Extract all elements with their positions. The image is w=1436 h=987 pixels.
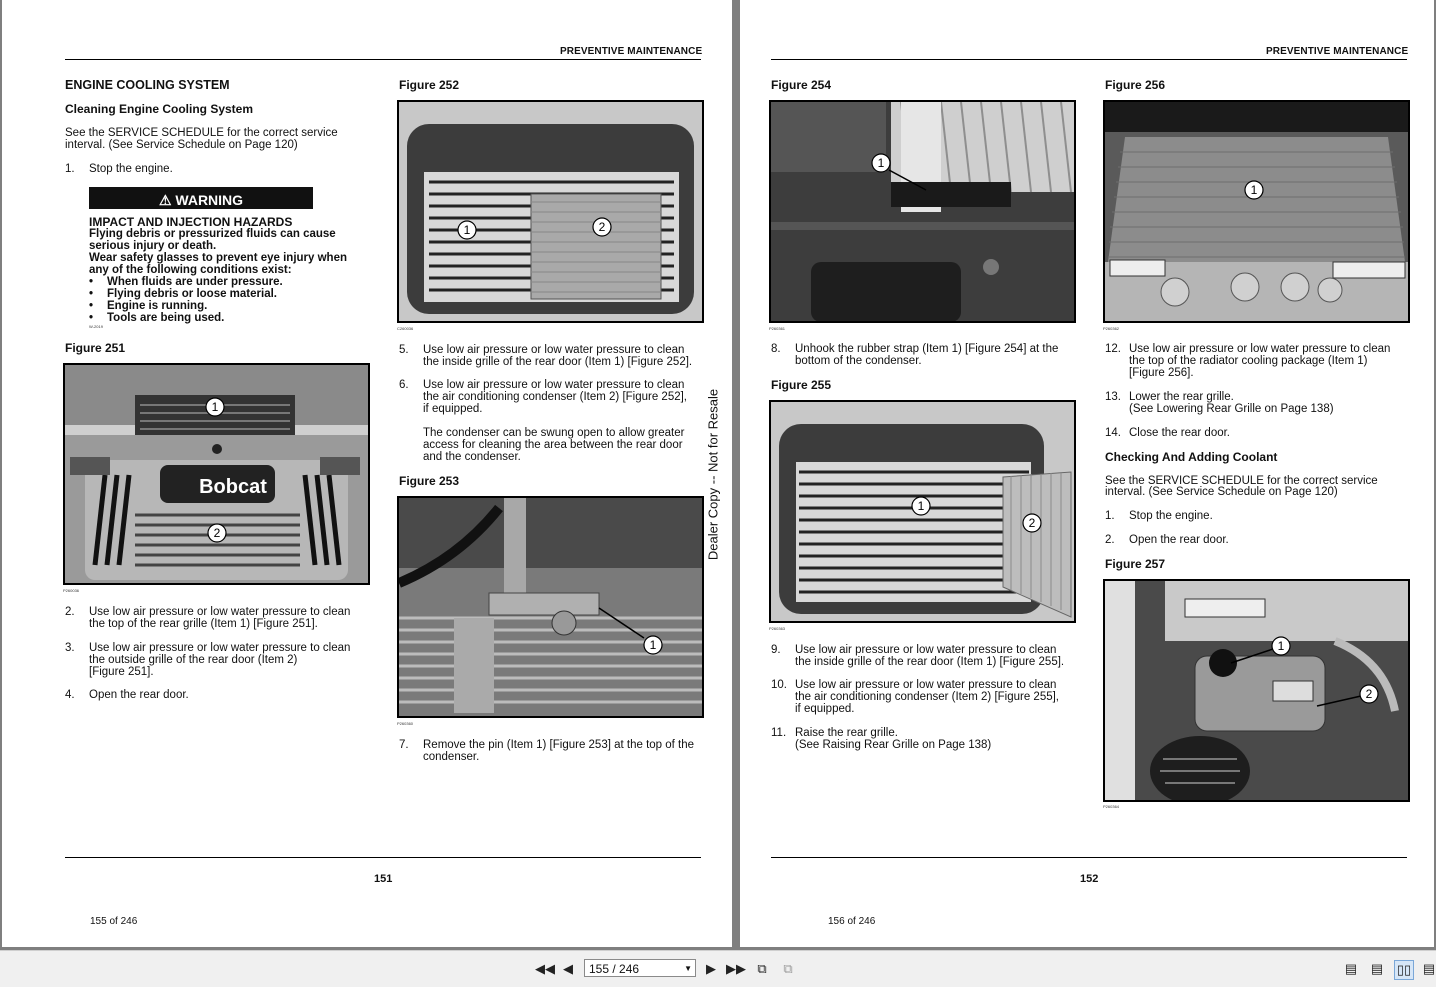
intro-line: See the SERVICE SCHEDULE for the correct service xyxy=(1105,475,1378,487)
dealer-copy-watermark: Dealer Copy -- Not for Resale xyxy=(705,388,721,561)
step-number: 10. xyxy=(771,679,787,691)
step-text: (See Lowering Rear Grille on Page 138) xyxy=(1129,403,1334,415)
header-rule xyxy=(65,59,701,60)
step-text: [Figure 251]. xyxy=(89,666,154,678)
step-text: (See Raising Rear Grille on Page 138) xyxy=(795,739,992,751)
callout-2: 2 xyxy=(598,220,606,234)
callout-2: 2 xyxy=(1365,687,1373,701)
callout-2: 2 xyxy=(1028,516,1036,530)
step-text: [Figure 256]. xyxy=(1129,367,1194,379)
intro-line: interval. (See Service Schedule on Page 120) xyxy=(65,139,298,151)
warning-line: Flying debris or pressurized fluids can cause xyxy=(89,228,336,240)
step-text: Use low air pressure or low water pressure to clean xyxy=(795,644,1057,656)
bobcat-logo-text: Bobcat xyxy=(199,476,267,498)
two-page-continuous-view-icon[interactable]: ▤ xyxy=(1422,961,1436,976)
step-text: the inside grille of the rear door (Item 1) [Figure 255]. xyxy=(795,656,1065,668)
viewer-toolbar xyxy=(0,950,1436,987)
page-number-value: 155 / 246 xyxy=(589,962,640,976)
section-title: ENGINE COOLING SYSTEM xyxy=(65,78,230,92)
last-page-icon[interactable]: ▶▶ xyxy=(726,961,746,976)
step-number: 8. xyxy=(771,343,781,355)
callout-1: 1 xyxy=(463,223,471,237)
two-page-view-icon[interactable]: ▯▯ xyxy=(1394,960,1414,980)
footer-rule xyxy=(65,857,701,858)
step-text: condenser. xyxy=(423,751,480,763)
previous-page-icon[interactable]: ◀ xyxy=(563,961,573,976)
step-text: Remove the pin (Item 1) [Figure 253] at the top of the xyxy=(423,739,695,751)
step-text: Open the rear door. xyxy=(89,689,189,701)
coolant-section-title: Checking And Adding Coolant xyxy=(1105,450,1278,464)
warning-bullet: • Tools are being used. xyxy=(89,312,225,324)
step-text: the inside grille of the rear door (Item 1) [Figure 252]. xyxy=(423,356,693,368)
header-rule xyxy=(771,59,1407,60)
page-of-count: 155 of 246 xyxy=(90,916,138,927)
subsection-title: Cleaning Engine Cooling System xyxy=(65,102,254,116)
intro-line: See the SERVICE SCHEDULE for the correct service xyxy=(65,127,338,139)
figure-code: C260036 xyxy=(397,326,414,331)
note-line: The condenser can be swung open to allow greater xyxy=(423,427,685,439)
warning-triangle-icon: ⚠ xyxy=(158,192,172,208)
warning-code: W-2019 xyxy=(89,324,103,329)
figure-256-photo xyxy=(1103,100,1410,323)
figure-257-title: Figure 257 xyxy=(1105,557,1166,571)
step-number: 5. xyxy=(399,344,409,356)
step-number: 13. xyxy=(1105,391,1121,403)
go-back-view-icon[interactable]: ⧉ xyxy=(757,961,767,976)
figure-253-photo xyxy=(397,496,704,718)
right-page xyxy=(740,0,1434,947)
figure-251-photo xyxy=(63,363,370,585)
step-text: the top of the rear grille (Item 1) [Figure 251]. xyxy=(89,618,318,630)
figure-253-title: Figure 253 xyxy=(399,474,460,488)
figure-251-title: Figure 251 xyxy=(65,341,126,355)
figure-code: P260362 xyxy=(1103,326,1120,331)
warning-title: IMPACT AND INJECTION HAZARDS xyxy=(89,215,293,229)
step-text: bottom of the condenser. xyxy=(795,355,922,367)
step-number: 1. xyxy=(65,163,75,175)
page-header: PREVENTIVE MAINTENANCE xyxy=(560,46,703,57)
figure-254-photo xyxy=(769,100,1076,323)
warning-line: Wear safety glasses to prevent eye injury when xyxy=(89,252,348,264)
step-text: Raise the rear grille. xyxy=(795,727,898,739)
first-page-icon[interactable]: ◀◀ xyxy=(535,961,555,976)
warning-line: any of the following conditions exist: xyxy=(89,264,292,276)
figure-255-photo xyxy=(769,400,1076,623)
step-text: Use low air pressure or low water pressure to clean xyxy=(423,344,685,356)
step-number: 6. xyxy=(399,379,409,391)
figure-254-title: Figure 254 xyxy=(771,78,832,92)
figure-code: P260360 xyxy=(397,721,414,726)
callout-1: 1 xyxy=(1277,639,1285,653)
page-number: 152 xyxy=(1080,873,1099,885)
figure-code: P260364 xyxy=(1103,804,1120,809)
step-text: if equipped. xyxy=(795,703,855,715)
page-of-count: 156 of 246 xyxy=(828,916,876,927)
note-line: and the condenser. xyxy=(423,451,521,463)
warning-bullet: • Engine is running. xyxy=(89,300,208,312)
step-number: 1. xyxy=(1105,510,1115,522)
step-text: if equipped. xyxy=(423,403,483,415)
figure-257-photo xyxy=(1103,579,1410,802)
callout-1: 1 xyxy=(1250,183,1258,197)
page-gap xyxy=(732,0,740,947)
callout-1: 1 xyxy=(917,499,925,513)
figure-255-title: Figure 255 xyxy=(771,378,832,392)
warning-banner xyxy=(89,187,313,209)
chevron-down-icon[interactable]: ▼ xyxy=(684,964,692,973)
step-text: the air conditioning condenser (Item 2) [Figure 255], xyxy=(795,691,1060,703)
step-text: Stop the engine. xyxy=(89,163,173,175)
warning-line: serious injury or death. xyxy=(89,240,217,252)
warning-bullet: • Flying debris or loose material. xyxy=(89,288,277,300)
step-number: 11. xyxy=(771,727,787,739)
figure-256-title: Figure 256 xyxy=(1105,78,1166,92)
step-number: 2. xyxy=(1105,534,1115,546)
figure-code: P260036 xyxy=(63,588,80,593)
step-number: 4. xyxy=(65,689,75,701)
warning-bullet: • When fluids are under pressure. xyxy=(89,276,283,288)
step-text: Use low air pressure or low water pressure to clean xyxy=(89,642,351,654)
go-forward-view-icon[interactable]: ⧉ xyxy=(783,961,793,976)
figure-252-title: Figure 252 xyxy=(399,78,460,92)
intro-line: interval. (See Service Schedule on Page 120) xyxy=(1105,486,1338,498)
step-number: 14. xyxy=(1105,427,1121,439)
step-number: 3. xyxy=(65,642,75,654)
figure-code: P260361 xyxy=(769,326,786,331)
step-text: Use low air pressure or low water pressure to clean xyxy=(89,606,351,618)
figure-252-photo xyxy=(397,100,704,323)
step-text: Close the rear door. xyxy=(1129,427,1231,439)
page-number: 151 xyxy=(374,873,393,885)
callout-1: 1 xyxy=(649,638,657,652)
next-page-icon[interactable]: ▶ xyxy=(706,961,716,976)
note-line: access for cleaning the area between the rear door xyxy=(423,439,683,451)
step-number: 12. xyxy=(1105,343,1121,355)
step-text: the outside grille of the rear door (Item 2) xyxy=(89,654,298,666)
step-number: 2. xyxy=(65,606,75,618)
step-text: Lower the rear grille. xyxy=(1129,391,1234,403)
page-number-field[interactable] xyxy=(584,959,696,977)
step-text: Unhook the rubber strap (Item 1) [Figure 254] at the xyxy=(795,343,1059,355)
callout-2: 2 xyxy=(213,526,221,540)
step-text: Use low air pressure or low water pressure to clean xyxy=(423,379,685,391)
page-header: PREVENTIVE MAINTENANCE xyxy=(1266,46,1409,57)
left-page xyxy=(2,0,732,947)
callout-1: 1 xyxy=(211,400,219,414)
footer-rule xyxy=(771,857,1407,858)
step-text: the top of the radiator cooling package (Item 1) xyxy=(1129,355,1368,367)
step-number: 9. xyxy=(771,644,781,656)
step-text: Use low air pressure or low water pressure to clean xyxy=(1129,343,1391,355)
warning-label: WARNING xyxy=(175,192,244,208)
single-page-view-icon[interactable]: ▤ xyxy=(1344,961,1358,976)
step-text: the air conditioning condenser (Item 2) [Figure 252], xyxy=(423,391,688,403)
step-text: Stop the engine. xyxy=(1129,510,1213,522)
callout-1: 1 xyxy=(877,156,885,170)
figure-code: P260363 xyxy=(769,626,786,631)
continuous-view-icon[interactable]: ▤ xyxy=(1370,961,1384,976)
step-number: 7. xyxy=(399,739,409,751)
step-text: Use low air pressure or low water pressure to clean xyxy=(795,679,1057,691)
step-text: Open the rear door. xyxy=(1129,534,1229,546)
